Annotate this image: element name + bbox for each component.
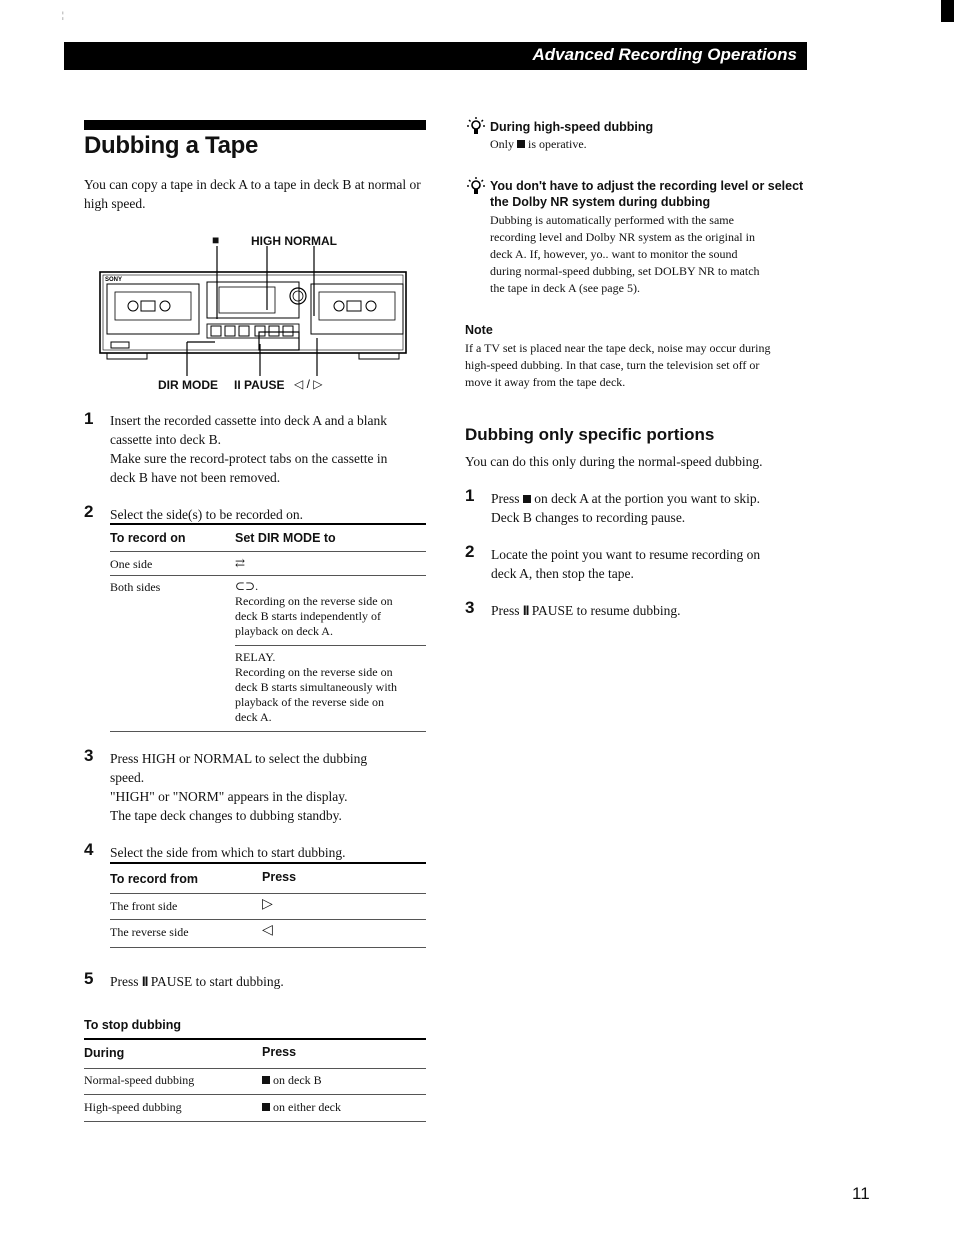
desc-line: Recording on the reverse side on [235, 665, 393, 679]
note-line: If a TV set is placed near the tape deck, noise may occur during [465, 341, 771, 355]
desc-line: deck B starts simultaneously with [235, 680, 397, 694]
step-1-text [110, 411, 430, 487]
lightbulb-icon [466, 116, 486, 138]
tip-heading-line: You don't have to adjust the recording level or select [490, 179, 804, 193]
tip-text-part: is operative. [528, 137, 587, 151]
note-line: high-speed dubbing. In that case, turn the television set off or [465, 358, 760, 372]
note-heading: Note [465, 323, 493, 337]
tip-text [490, 212, 810, 297]
pause-icon: II [522, 603, 529, 618]
table-header: During [84, 1046, 125, 1060]
step-text: Press [491, 491, 520, 506]
diagram-label-high-normal: HIGH NORMAL [251, 234, 337, 248]
section-intro: You can do this only during the normal-speed dubbing. [465, 454, 763, 469]
step-line: Deck B changes to recording pause. [491, 510, 686, 525]
table-header: Press [262, 870, 297, 884]
stop-icon [262, 1103, 270, 1111]
section-header-title: Advanced Recording Operations [532, 45, 797, 64]
stop-icon [262, 1076, 270, 1084]
diagram-label-dir-mode: DIR MODE [158, 378, 218, 392]
one-way-icon: ⇄ [235, 556, 246, 570]
step-2-text: Select the side(s) to be recorded on. [110, 507, 304, 522]
table-divider [110, 893, 426, 894]
desc-line: Recording on the reverse side on [235, 594, 393, 608]
tip-heading-line: the Dolby NR system during dubbing [490, 195, 711, 209]
page-title: Dubbing a Tape [84, 132, 259, 159]
step-number: 1 [84, 409, 94, 428]
table-bottom-rule [84, 1121, 426, 1122]
table-header: To record on [110, 531, 186, 545]
portion-step-3 [491, 601, 681, 620]
step-line: Insert the recorded cassette into deck A and a blank [110, 413, 388, 428]
tape-deck-diagram [95, 230, 415, 395]
table-top-rule [84, 1038, 426, 1040]
tip-line: recording level and Dolby NR system as the original in [490, 230, 755, 244]
pause-icon: II [141, 974, 148, 989]
tip-line: the tape in deck A (see page 5). [490, 281, 640, 295]
table-top-rule [110, 862, 426, 864]
table-cell: One side [110, 557, 153, 571]
section-header-bar [64, 42, 807, 70]
tip-line: during normal-speed dubbing, set DOLBY NR to match [490, 264, 760, 278]
diagram-label-play: ◁ / ▷ [294, 377, 323, 391]
step-line: Make sure the record-protect tabs on the cassette in [110, 451, 388, 466]
desc-line: playback on deck A. [235, 624, 333, 638]
table-cell: Normal-speed dubbing [84, 1073, 195, 1087]
table-cell: The front side [110, 899, 178, 913]
loop-icon: ⊂⊃. [235, 579, 259, 593]
table-bottom-rule [110, 947, 426, 948]
reverse-play-icon: ◁ [262, 923, 273, 938]
table-cell: RELAY. [235, 650, 276, 664]
section-heading: Dubbing only specific portions [465, 425, 715, 444]
table-divider [84, 1068, 426, 1069]
title-rule [84, 120, 426, 130]
table-header: Press [262, 1045, 297, 1059]
step-number: 2 [465, 542, 475, 561]
step-number: 2 [84, 502, 94, 521]
scan-mark: ¦ [62, 10, 64, 20]
step-line: speed. [110, 770, 145, 785]
table-divider [110, 919, 426, 920]
tip-text [490, 136, 587, 153]
stop-dubbing-table [84, 1038, 426, 1124]
table-cell [262, 1073, 322, 1088]
tip-line: Dubbing is automatically performed with the same [490, 213, 734, 227]
table-bottom-rule [110, 731, 426, 732]
press-text: on deck B [273, 1073, 322, 1087]
table-header: Set DIR MODE to [235, 531, 336, 545]
table-cell [262, 1100, 341, 1115]
step-line: cassette into deck B. [110, 432, 221, 447]
portion-step-2 [491, 545, 811, 583]
page-number: 11 [852, 1184, 870, 1203]
diagram-label-stop: ■ [212, 233, 220, 247]
step-line: Press HIGH or NORMAL to select the dubbing [110, 751, 368, 766]
step-text: PAUSE to start dubbing. [150, 974, 284, 989]
tip-line: deck A. If, however, yo.. want to monitor the sound [490, 247, 738, 261]
step-5-text [110, 972, 284, 991]
table-cell: Both sides [110, 580, 161, 594]
portion-step-1 [491, 489, 811, 527]
intro-paragraph: You can copy a tape in deck A to a tape in deck B at normal or high speed. [84, 177, 421, 211]
step-line: Locate the point you want to resume recording on [491, 547, 761, 562]
lightbulb-icon [466, 176, 486, 198]
record-from-table [110, 862, 426, 950]
table-desc [235, 594, 425, 639]
stop-icon [517, 140, 525, 148]
tip-text-part: Only [490, 137, 514, 151]
step-line: deck B have not been removed. [110, 470, 281, 485]
forward-play-icon: ▷ [262, 897, 273, 912]
step-number: 3 [465, 598, 475, 617]
tip-heading [490, 178, 810, 210]
step-text: Press [110, 974, 139, 989]
table-cell: High-speed dubbing [84, 1100, 182, 1114]
tape-deck-drawing [95, 244, 415, 384]
step-number: 5 [84, 969, 94, 988]
table-divider [235, 645, 426, 646]
dir-mode-table [110, 523, 426, 733]
tip-heading: During high-speed dubbing [490, 120, 654, 134]
note-text [465, 340, 810, 391]
table-desc [235, 665, 425, 725]
table-top-rule [110, 523, 426, 525]
step-text: on deck A at the portion you want to skip. [534, 491, 760, 506]
step-text: Press [491, 603, 520, 618]
stop-dubbing-heading: To stop dubbing [84, 1018, 181, 1032]
note-line: move it away from the tape deck. [465, 375, 626, 389]
step-line: The tape deck changes to dubbing standby. [110, 808, 342, 823]
edge-tab [941, 0, 954, 22]
step-line [491, 489, 811, 508]
brand-logo: SONY [105, 277, 123, 283]
table-cell: The reverse side [110, 925, 189, 939]
step-text: PAUSE to resume dubbing. [531, 603, 681, 618]
table-divider [110, 551, 426, 552]
stop-icon [523, 495, 531, 503]
desc-line: deck B starts independently of [235, 609, 381, 623]
step-line: "HIGH" or "NORM" appears in the display. [110, 789, 348, 804]
step-number: 4 [84, 840, 94, 859]
step-number: 3 [84, 746, 94, 765]
step-number: 1 [465, 486, 475, 505]
step-line: deck A, then stop the tape. [491, 566, 634, 581]
table-divider [110, 575, 426, 576]
step-3-text [110, 749, 430, 825]
step-4-text: Select the side from which to start dubbing. [110, 845, 346, 860]
table-header: To record from [110, 872, 198, 886]
table-divider [84, 1094, 426, 1095]
desc-line: playback of the reverse side on [235, 695, 384, 709]
desc-line: deck A. [235, 710, 272, 724]
press-text: on either deck [273, 1100, 341, 1114]
diagram-label-pause: II PAUSE [234, 378, 285, 392]
